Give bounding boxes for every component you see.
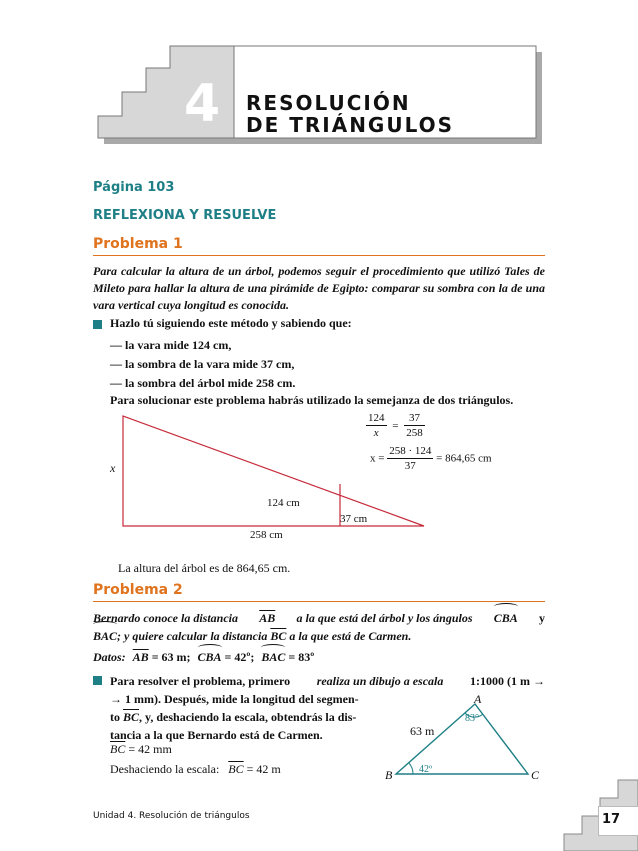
problem1-rule [93,255,545,256]
problem2-data: Datos: $\overline{AB} = 63$ m; CBA = 42º; BAC = 83º [93,650,315,664]
problem2-rule [93,601,545,602]
chapter-title-line1: RESOLUCIÓN [246,91,411,115]
tree-shadow-label: 258 cm [250,529,283,541]
problem1-hint: Para solucionar este problema habrás utilizado la semejanza de dos triángulos. [110,393,514,407]
problem2-heading: Problema 2 [93,582,183,598]
measured-bc: $\overline{BC} = 42$ mm [110,742,172,756]
vertex-c-label: C [531,768,540,782]
page-number: 17 [602,812,621,827]
vertex-b-label: B [385,768,393,782]
angle-a-label: 83° [465,713,479,724]
similar-triangles-figure [118,412,438,532]
side-ab-label: 63 m [410,724,435,738]
problem2-task: Para resolver el problema, primero realiza un dibujo a escala 1:1000 (1 m → → 1 mm). Después, mide la longitud del segmen- to $\overline{BC}$, y, deshaciendo la escala, obtendrás la dis- tancia a la que Bernardo está de Carmen. [110,674,545,742]
problem2-intro: Bernardo conoce la distancia $\overline{AB}$ a la que está del árbol y los ángulos CBA y BAC; y quiere calcular la distancia $\overline{BC}$ a la que está de Carmen. [93,611,545,643]
list-item: — la sombra de la vara mide 37 cm, [110,357,295,371]
problem1-heading: Problema 1 [93,236,183,252]
tree-height-label: x [110,461,116,475]
list-item: — la vara mide 124 cm, [110,338,232,352]
footer-unit: Unidad 4. Resolución de triángulos [93,811,250,821]
scale-triangle-figure [380,690,550,790]
problem1-task: Hazlo tú siguiendo este método y sabiendo que: [110,316,352,330]
chapter-title-line2: DE TRIÁNGULOS [246,113,455,137]
chapter-number: 4 [184,74,221,134]
height-equation: x = $\frac{258 \cdot 124}{37}$ = 864,65 cm [370,445,492,472]
angle-b-label: 42º [419,764,433,775]
proportion-equation: $\frac{124}{x}$ = $\frac{37}{258}$ [368,412,423,439]
square-bullet-icon [93,676,102,685]
rod-shadow-label: 37 cm [340,513,368,525]
section-title: REFLEXIONA Y RESUELVE [93,208,277,223]
problem1-answer: La altura del árbol es de 864,65 cm. [118,561,291,575]
problem1-intro: Para calcular la altura de un árbol, podemos seguir el procedimiento que utilizó Tales de Mileto para hallar la altura de una pirámide de Egipto: comparar su sombra con la de una vara vertical cuya longitud es conocida. [93,264,545,312]
real-bc: Deshaciendo la escala: $\overline{BC} = 42$ m [110,762,281,776]
square-bullet-icon [93,320,102,329]
problem1-list [110,336,295,393]
page-label: Página 103 [93,180,175,195]
rod-height-label: 124 cm [267,497,300,509]
list-item: — la sombra del árbol mide 258 cm. [110,376,296,390]
vertex-a-label: A [474,692,482,706]
